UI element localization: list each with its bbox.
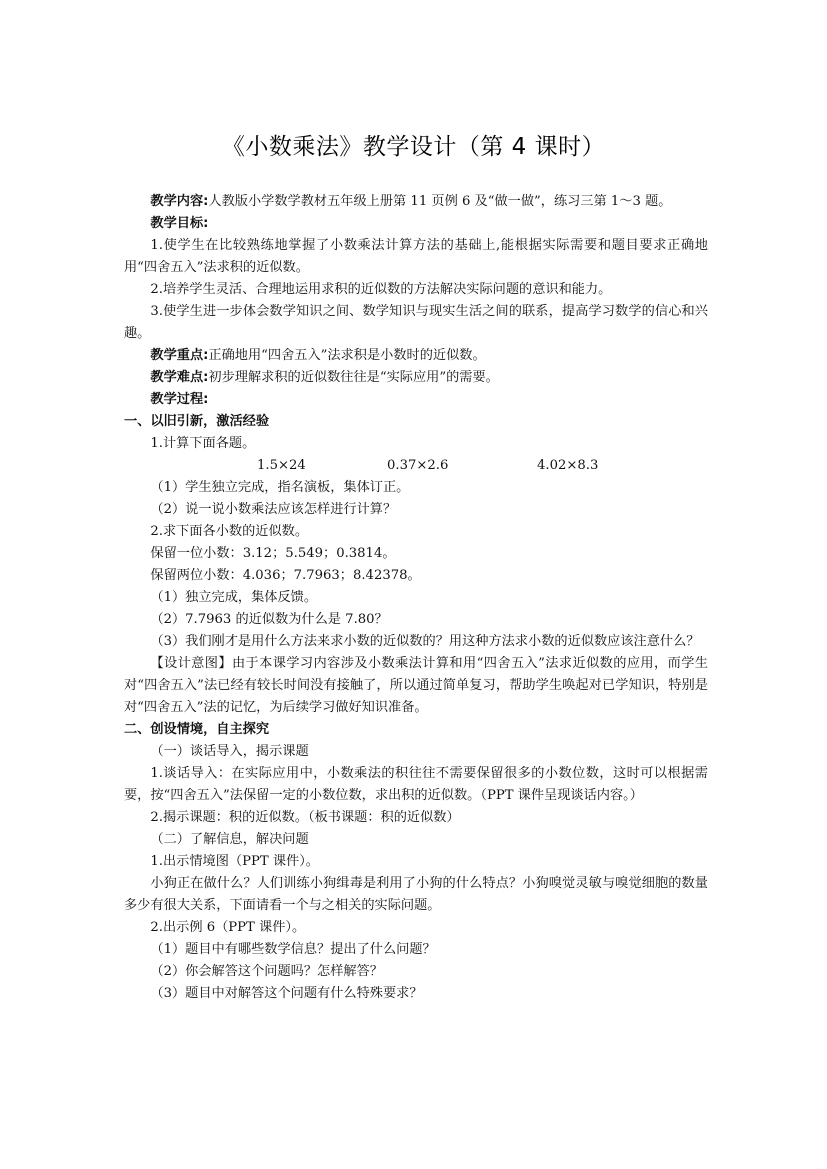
step-item: （3）我们刚才是用什么方法来求小数的近似数的？用这种方法求小数的近似数应该注意什么？: [150, 634, 700, 649]
show-example: 2.出示例 6（PPT 课件）。: [150, 920, 306, 935]
document-body: [124, 191, 708, 1005]
step-item: （2）说一说小数乘法应该怎样进行计算？: [150, 502, 397, 517]
intro-paragraph: 1.谈话导入：在实际应用中，小数乘法的积往往不需要保留很多的小数位数，这时可以根据需要，按“四舍五入”法保留一定的小数位数，求出积的近似数。（PPT 课件呈现谈话内容。）: [124, 766, 708, 803]
question-item: （1）题目中有哪些数学信息？提出了什么问题？: [150, 942, 436, 957]
section2-heading: 二、创设情境，自主探究: [124, 722, 270, 737]
section1-heading: 一、以旧引新，激活经验: [124, 414, 270, 429]
key-point: [124, 345, 708, 367]
goal-item: 2.培养学生灵活、合理地运用求积的近似数的方法解决实际问题的意识和能力。: [150, 282, 612, 297]
goal-item: 3.使学生进一步体会数学知识之间、数学知识与现实生活之间的联系，提高学习数学的信心和兴趣。: [124, 304, 708, 341]
expression: 1.5×24: [257, 458, 306, 473]
key-point-text: 正确地用“四舍五入”法求积是小数时的近似数。: [208, 348, 486, 363]
show-scene: 1.出示情境图（PPT 课件）。: [150, 854, 319, 869]
section1-question-1: 1.计算下面各题。: [150, 436, 256, 451]
design-intent: 【设计意图】由于本课学习内容涉及小数乘法计算和用“四舍五入”法求近似数的应用，而学生对“四舍五入”法已经有较长时间没有接触了，所以通过简单复习，帮助学生唤起对已学知识，特别是对“四舍五入”法的记忆，为后续学习做好知识准备。: [124, 656, 708, 715]
teaching-goals-label-line: [124, 213, 708, 235]
process-label: 教学过程:: [150, 392, 209, 407]
teaching-content: [124, 191, 708, 213]
question-item: （2）你会解答这个问题吗？怎样解答？: [150, 964, 383, 979]
expression-row: [124, 455, 708, 477]
section1-question-2: 2.求下面各小数的近似数。: [150, 524, 309, 539]
one-decimal-line: 保留一位小数：3.12；5.549；0.3814。: [150, 546, 396, 561]
key-point-label: 教学重点:: [150, 348, 209, 363]
dog-paragraph: 小狗正在做什么？人们训练小狗缉毒是利用了小狗的什么特点？小狗嗅觉灵敏与嗅觉细胞的数量多少有很大关系，下面请看一个与之相关的实际问题。: [124, 876, 708, 913]
teaching-content-label: 教学内容:: [150, 194, 209, 209]
goal-item: 1.使学生在比较熟练地掌握了小数乘法计算方法的基础上,能根据实际需要和题目要求正确地用“四舍五入”法求积的近似数。: [124, 238, 708, 275]
expression: 4.02×8.3: [537, 458, 599, 473]
expression: 0.37×2.6: [387, 458, 449, 473]
step-item: （1）独立完成，集体反馈。: [150, 590, 318, 605]
difficulty-label: 教学难点:: [150, 370, 209, 385]
difficulty-text: 初步理解求积的近似数往往是“实际应用”的需要。: [208, 370, 499, 385]
two-decimal-line: 保留两位小数：4.036；7.7963；8.42378。: [150, 568, 421, 583]
difficulty: [124, 367, 708, 389]
question-item: （3）题目中对解答这个问题有什么特殊要求？: [150, 986, 423, 1001]
subsection-heading: （一）谈话导入，揭示课题: [150, 744, 309, 759]
step-item: （1）学生独立完成，指名演板，集体订正。: [150, 480, 410, 495]
page-title: 《小数乘法》教学设计（第 4 课时）: [221, 134, 606, 160]
subsection-heading: （二）了解信息，解决问题: [150, 832, 309, 847]
teaching-content-text: 人教版小学数学教材五年级上册第 11 页例 6 及“做一做”，练习三第 1～3 题。: [208, 194, 672, 209]
teaching-goals-label: 教学目标:: [150, 216, 209, 231]
reveal-topic: 2.揭示课题：积的近似数。（板书课题：积的近似数）: [150, 810, 460, 825]
step-item: （2）7.7963 的近似数为什么是 7.80？: [150, 612, 388, 627]
process-label-line: [124, 389, 708, 411]
